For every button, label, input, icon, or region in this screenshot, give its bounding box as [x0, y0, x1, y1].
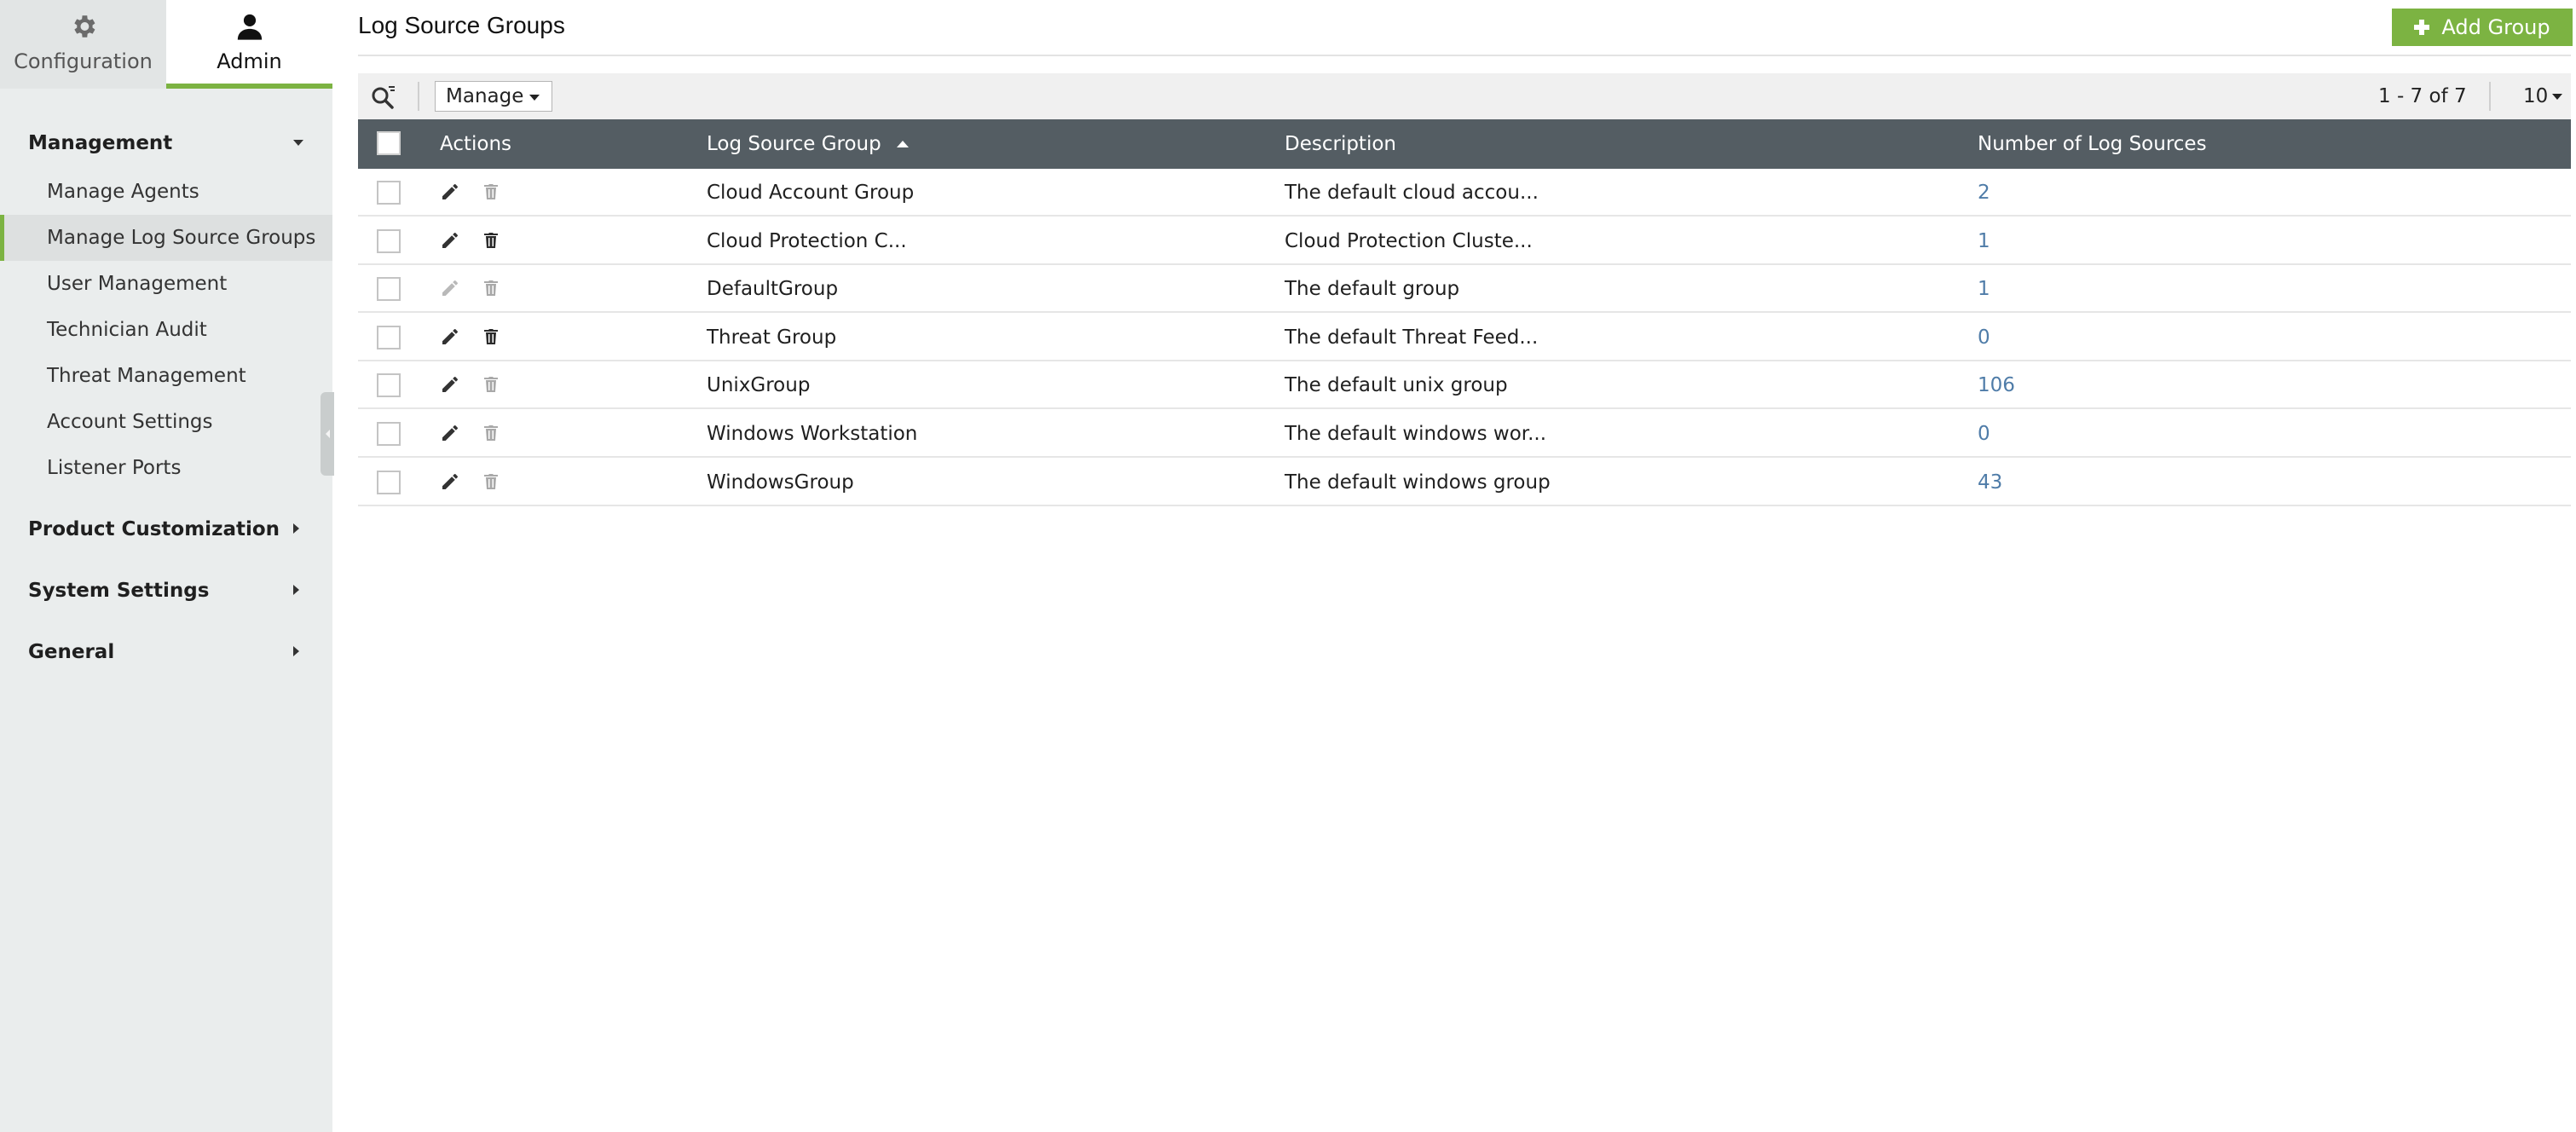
divider: [418, 82, 419, 111]
sidebar-item-manage-agents[interactable]: [0, 169, 332, 215]
description-cell: The default windows group: [1285, 471, 1551, 494]
sidebar-item-user-management[interactable]: [0, 261, 332, 307]
add-group-button[interactable]: [2392, 9, 2573, 46]
delete-icon: [481, 374, 501, 395]
top-tabs: [0, 0, 332, 89]
description-cell: The default windows wor...: [1285, 423, 1547, 445]
sort-ascending-icon: [897, 141, 909, 147]
chevron-right-icon: [293, 646, 299, 656]
log-source-count-link[interactable]: 2: [1978, 182, 1990, 204]
sidebar-item-label: Account Settings: [47, 411, 213, 433]
page-size-value: 10: [2523, 85, 2549, 107]
gear-icon: [69, 12, 98, 41]
column-header-number-of-log-sources[interactable]: Number of Log Sources: [1978, 133, 2207, 155]
delete-icon: [481, 423, 501, 443]
sidebar-item-account-settings[interactable]: [0, 399, 332, 445]
sidebar: [0, 0, 332, 1132]
manage-dropdown[interactable]: [435, 81, 552, 112]
group-name-cell: WindowsGroup: [707, 471, 854, 494]
log-source-count-link[interactable]: 106: [1978, 374, 2015, 396]
page-size-select[interactable]: [2506, 80, 2566, 113]
chevron-down-icon: [293, 140, 303, 146]
sidebar-item-label: Manage Agents: [47, 181, 199, 203]
edit-icon[interactable]: [440, 326, 460, 347]
chevron-right-icon: [293, 585, 299, 595]
table-row[interactable]: [358, 217, 2571, 265]
edit-icon[interactable]: [440, 471, 460, 492]
select-all-checkbox[interactable]: [377, 131, 401, 155]
table-row[interactable]: [358, 314, 2571, 361]
sidebar-item-label: Technician Audit: [47, 319, 207, 341]
column-header-actions: Actions: [440, 133, 512, 155]
delete-icon: [481, 182, 501, 202]
sidebar-item-label: Threat Management: [47, 365, 246, 387]
chevron-right-icon: [293, 523, 299, 534]
row-checkbox[interactable]: [377, 229, 401, 253]
log-source-count-link[interactable]: 43: [1978, 471, 2003, 494]
edit-icon[interactable]: [440, 374, 460, 395]
section-product-customization[interactable]: [0, 508, 332, 551]
edit-icon: [440, 278, 460, 298]
sidebar-item-threat-management[interactable]: [0, 353, 332, 399]
group-name-cell: UnixGroup: [707, 374, 811, 396]
sidebar-item-label: User Management: [47, 273, 228, 295]
group-name-cell: Cloud Account Group: [707, 182, 915, 204]
description-cell: The default unix group: [1285, 374, 1508, 396]
user-icon: [235, 12, 264, 41]
section-general[interactable]: [0, 631, 332, 673]
row-checkbox[interactable]: [377, 326, 401, 349]
table-row[interactable]: [358, 459, 2571, 506]
edit-icon[interactable]: [440, 423, 460, 443]
sidebar-item-listener-ports[interactable]: [0, 445, 332, 491]
section-product-customization-label: Product Customization: [28, 518, 280, 540]
section-system-settings-label: System Settings: [28, 580, 210, 602]
log-source-count-link[interactable]: 0: [1978, 423, 1990, 445]
divider: [358, 55, 2571, 56]
delete-icon[interactable]: [481, 230, 501, 251]
section-management-label: Management: [28, 132, 173, 154]
description-cell: Cloud Protection Cluste...: [1285, 230, 1533, 252]
log-source-count-link[interactable]: 1: [1978, 278, 1990, 300]
add-group-label: Add Group: [2441, 15, 2550, 39]
edit-icon[interactable]: [440, 230, 460, 251]
row-checkbox[interactable]: [377, 277, 401, 301]
chevron-left-icon: [326, 430, 330, 438]
log-source-count-link[interactable]: 1: [1978, 230, 1990, 252]
page-title: Log Source Groups: [358, 12, 565, 38]
tab-configuration[interactable]: [0, 0, 166, 89]
pagination-info: 1 - 7 of 7: [2378, 85, 2467, 107]
sidebar-item-label: Manage Log Source Groups: [47, 227, 316, 249]
sidebar-item-label: Listener Ports: [47, 457, 182, 479]
group-name-cell: Cloud Protection C...: [707, 230, 907, 252]
column-header-label: Log Source Group: [707, 133, 881, 155]
row-checkbox[interactable]: [377, 373, 401, 397]
sidebar-item-technician-audit[interactable]: [0, 307, 332, 353]
description-cell: The default group: [1285, 278, 1460, 300]
chevron-down-icon: [529, 95, 540, 101]
grid-toolbar: [358, 73, 2571, 119]
search-icon[interactable]: [370, 84, 397, 111]
chevron-down-icon: [2552, 94, 2562, 100]
group-name-cell: Threat Group: [707, 326, 837, 349]
group-name-cell: DefaultGroup: [707, 278, 839, 300]
plus-icon: [2414, 20, 2429, 35]
tab-admin[interactable]: [166, 0, 332, 89]
description-cell: The default cloud accou...: [1285, 182, 1539, 204]
table-row[interactable]: [358, 410, 2571, 458]
delete-icon: [481, 471, 501, 492]
log-source-count-link[interactable]: 0: [1978, 326, 1990, 349]
description-cell: The default Threat Feed...: [1285, 326, 1539, 349]
delete-icon: [481, 278, 501, 298]
table-row[interactable]: [358, 265, 2571, 313]
table-row[interactable]: [358, 361, 2571, 409]
delete-icon[interactable]: [481, 326, 501, 347]
row-checkbox[interactable]: [377, 181, 401, 205]
table-row[interactable]: [358, 169, 2571, 217]
sidebar-item-manage-log-source-groups[interactable]: [0, 215, 332, 261]
tab-configuration-label: Configuration: [14, 49, 153, 73]
row-checkbox[interactable]: [377, 422, 401, 446]
manage-dropdown-label: Manage: [446, 85, 524, 107]
section-system-settings[interactable]: [0, 569, 332, 612]
sidebar-collapse-handle[interactable]: [321, 392, 334, 476]
table-header: [358, 119, 2571, 169]
edit-icon[interactable]: [440, 182, 460, 202]
column-header-description[interactable]: Description: [1285, 133, 1396, 155]
group-name-cell: Windows Workstation: [707, 423, 918, 445]
column-header-log-source-group[interactable]: [707, 119, 909, 169]
section-management[interactable]: [0, 122, 332, 165]
tab-admin-label: Admin: [217, 49, 282, 73]
row-checkbox[interactable]: [377, 471, 401, 494]
section-general-label: General: [28, 641, 115, 663]
divider: [2489, 82, 2491, 111]
